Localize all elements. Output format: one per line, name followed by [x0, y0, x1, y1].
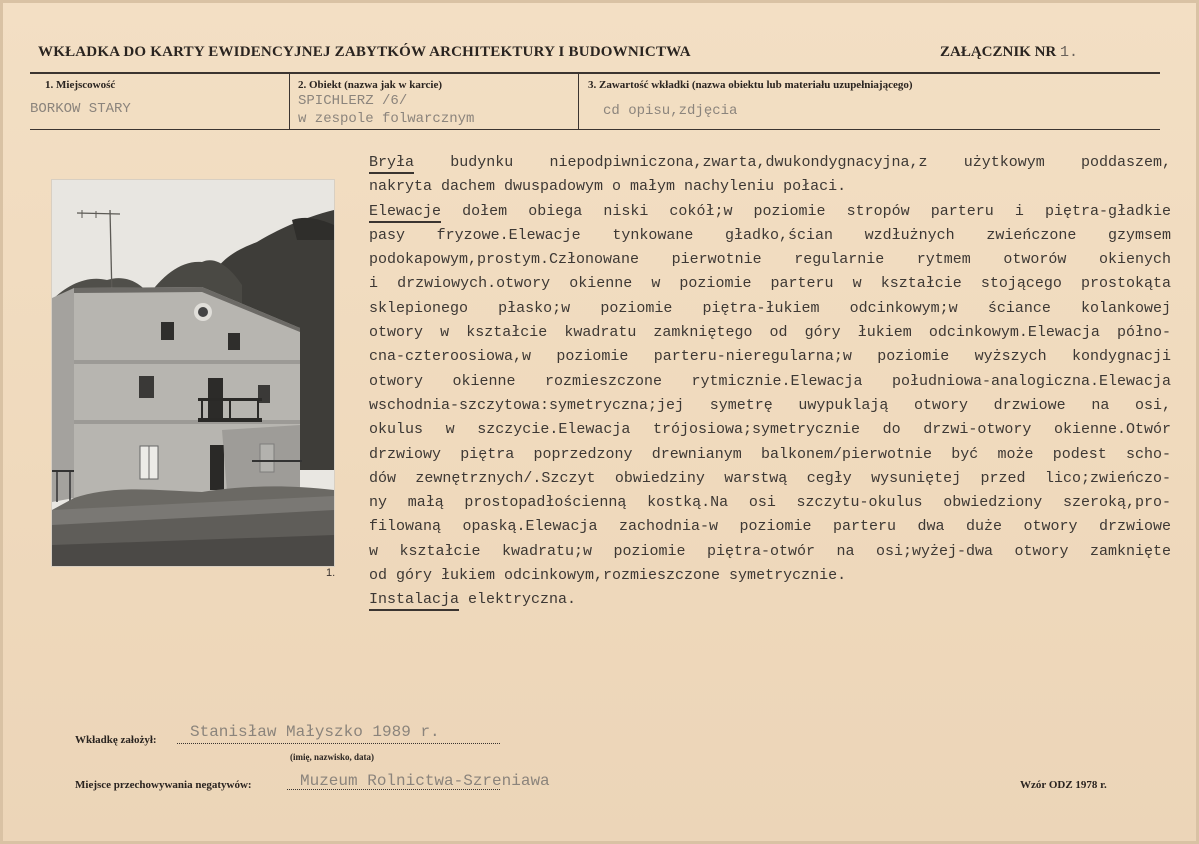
header-bottom-rule — [30, 129, 1160, 130]
form-title: WKŁADKA DO KARTY EWIDENCYJNEJ ZABYTKÓW ARCHITEKTURY I BUDOWNICTWA — [38, 44, 691, 60]
object-value-line1: SPICHLERZ /6/ — [298, 93, 408, 109]
author-label: Wkładkę założył: — [75, 734, 157, 746]
header-top-rule — [30, 72, 1160, 74]
description-line: ny małą prostopadłościenną kostką.Na osi szczytu-okulus obwiedziony szeroką,pro- — [369, 494, 1171, 512]
description-line: od góry łukiem odcinkowym,rozmieszczone symetrycznie. — [369, 567, 847, 585]
author-dotted-line — [177, 743, 500, 744]
form-template-label: Wzór ODZ 1978 r. — [1020, 779, 1107, 791]
description-line: drzwiowy piętra poprzedzony drewnianym balkonem/pierwotnie być może podest scho- — [369, 445, 1171, 463]
description-line: podokapowym,prostym.Członowane pierwotnie regularnie rytmem otworów okienych — [369, 251, 1171, 269]
location-value: BORKOW STARY — [30, 101, 131, 117]
content-value: cd opisu,zdjęcia — [603, 103, 738, 119]
building-photo — [52, 180, 334, 566]
object-label: 2. Obiekt (nazwa jak w karcie) — [298, 79, 443, 91]
negatives-label: Miejsce przechowywania negatywów: — [75, 779, 252, 791]
photo-number: 1. — [326, 567, 336, 579]
location-label: 1. Miejscowość — [45, 79, 116, 91]
annex-number-value: 1. — [1060, 44, 1079, 61]
description-text — [369, 151, 1171, 613]
description-line: nakryta dachem dwuspadowym o małym nachyleniu połaci. — [369, 178, 847, 196]
description-line: sklepionego płasko;w poziomie piętra-łukiem odcinkowym;w ściance kolankowej — [369, 299, 1171, 317]
description-line: i drzwiowych.otwory okienne w poziomie parteru w kształcie stojącego prostokąta — [369, 275, 1171, 293]
description-line: w kształcie kwadratu;w poziomie piętra-otwór na osi;wyżej-dwa otwory zamknięte — [369, 542, 1171, 560]
negatives-dotted-line — [287, 789, 500, 790]
description-line: dów zewnętrznych/.Szczyt obwiedziny warstwą cegły wysuniętej przed lico;zwieńczo- — [369, 469, 1171, 487]
negatives-value: Muzeum Rolnictwa-Szreniawa — [300, 772, 550, 790]
content-label: 3. Zawartość wkładki (nazwa obiektu lub materiału uzupełniającego) — [588, 79, 913, 91]
description-line: okulus w szczycie.Elewacja trójosiowa;symetrycznie do drzwi-otwory okienne.Otwór — [369, 421, 1171, 439]
field-divider-2 — [578, 74, 579, 129]
description-line: Instalacja elektryczna. — [369, 588, 1171, 612]
author-value: Stanisław Małyszko 1989 r. — [190, 723, 440, 741]
description-line: Bryła budynku niepodpiwniczona,zwarta,dwukondygnacyjna,z użytkowym poddaszem, — [369, 151, 1171, 175]
author-caption: (imię, nazwisko, data) — [290, 752, 374, 762]
object-value-line2: w zespole folwarcznym — [298, 111, 475, 127]
description-line: otwory w kształcie kwadratu zamkniętego od góry łukiem odcinkowym.Elewacja półno- — [369, 324, 1171, 342]
description-line: pasy fryzowe.Elewacje tynkowane gładko,ścian wzdłużnych zwieńczone gzymsem — [369, 226, 1171, 244]
annex-label: ZAŁĄCZNIK NR — [940, 44, 1057, 60]
description-line: wschodnia-szczytowa:symetryczna;jej symetrę uwypuklają otwory drzwiowe na osi, — [369, 396, 1171, 414]
field-divider-1 — [289, 74, 290, 129]
description-line: Elewacje dołem obiega niski cokół;w poziomie stropów parteru i piętra-gładkie — [369, 200, 1171, 224]
granary-photo-image — [52, 180, 334, 566]
description-line: cna-czteroosiowa,w poziomie parteru-nieregularna;w poziomie wyższych kondygnacji — [369, 348, 1171, 366]
annex-number — [940, 44, 1078, 61]
description-line: filowaną opaską.Elewacja zachodnia-w poziomie parteru dwa duże otwory drzwiowe — [369, 518, 1171, 536]
description-line: otwory okienne rozmieszczone rytmicznie.Elewacja południowa-analogiczna.Elewacja — [369, 372, 1171, 390]
